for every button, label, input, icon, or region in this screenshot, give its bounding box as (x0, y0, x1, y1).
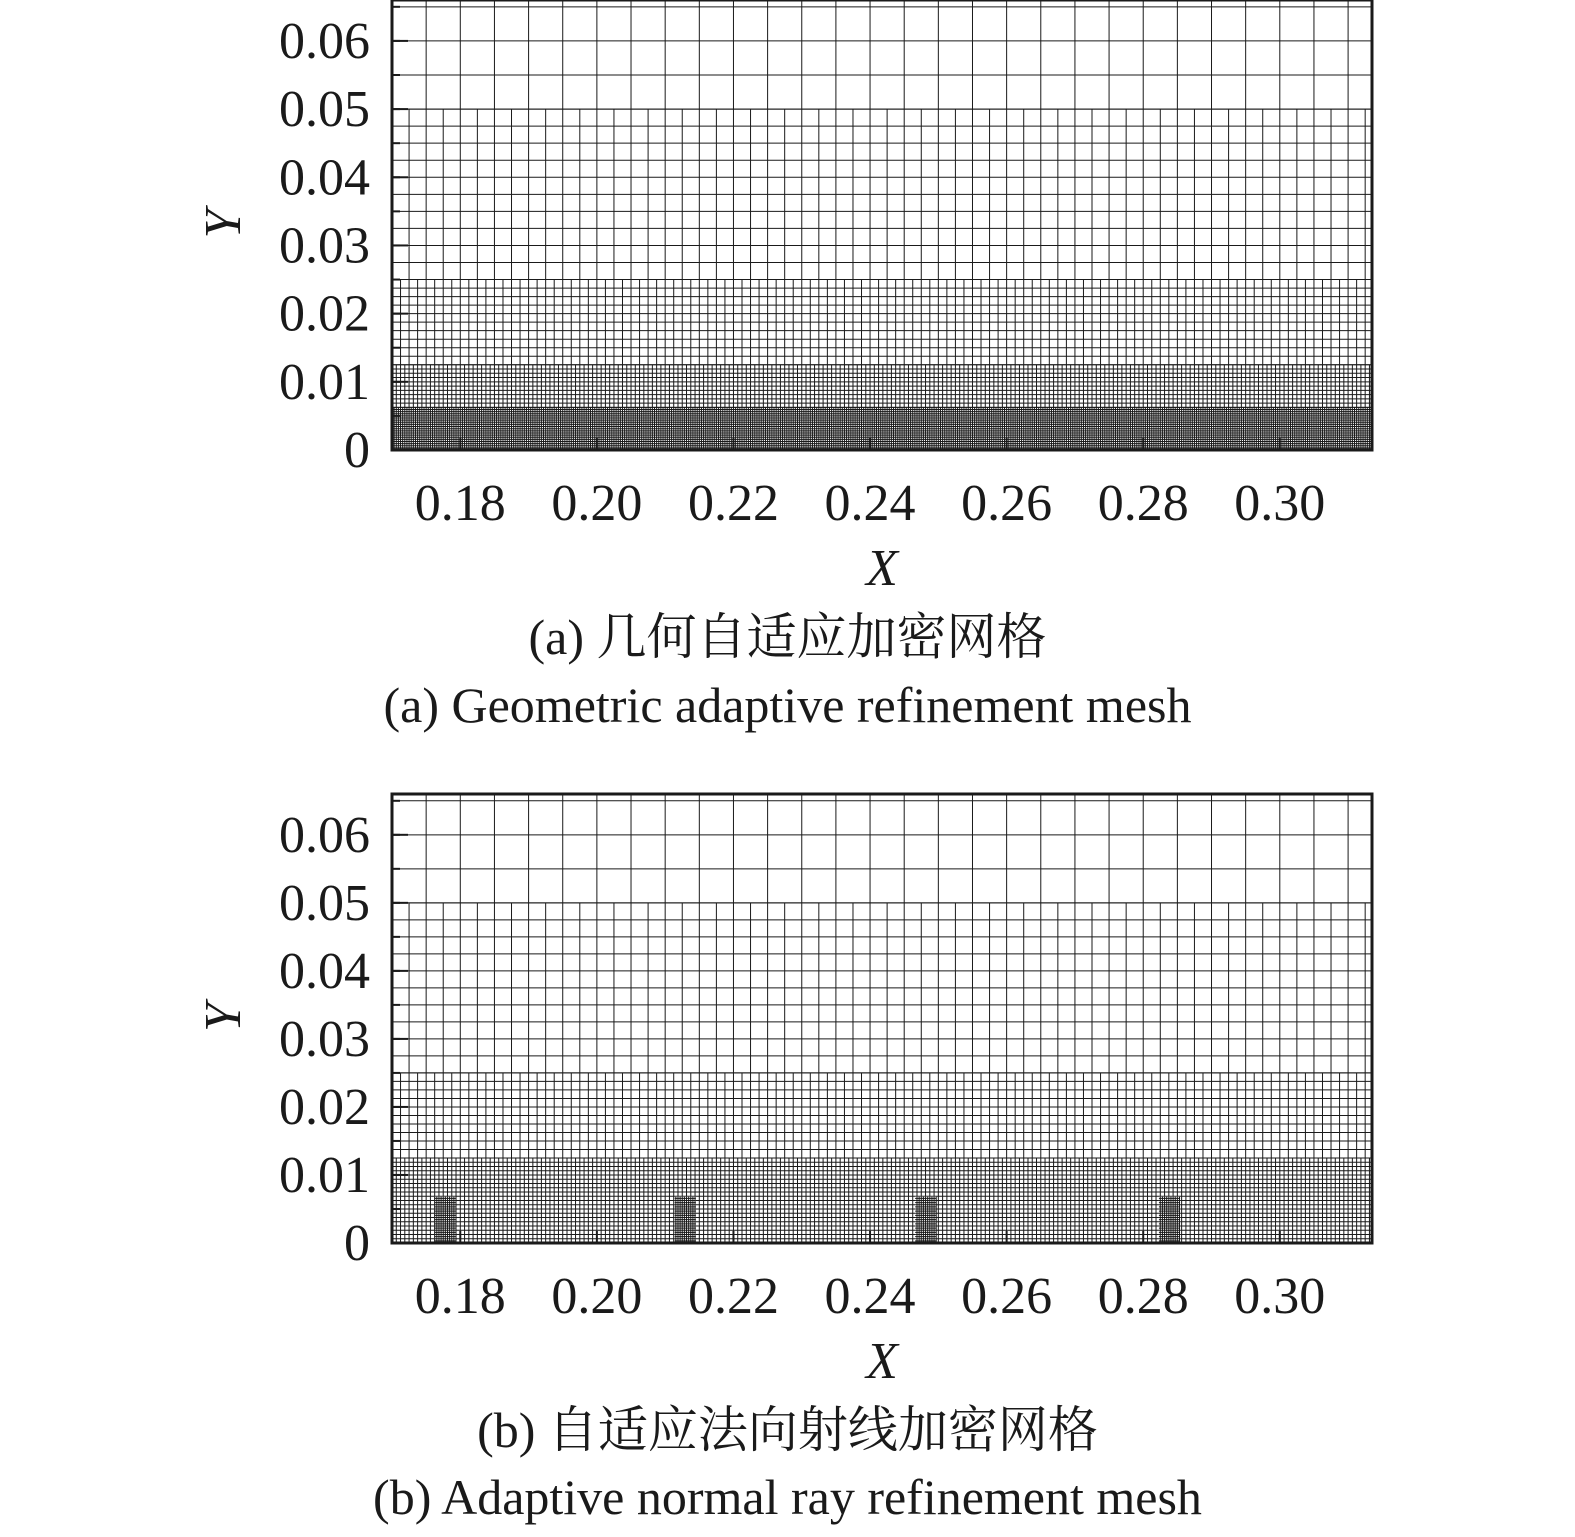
plot-frame (392, 794, 1372, 1243)
y-tick-label: 0 (344, 422, 370, 479)
mesh-level-1 (392, 903, 1372, 1073)
x-tick-label: 0.30 (1234, 475, 1326, 532)
mesh-level-1 (392, 109, 1372, 279)
x-tick-label: 0.24 (824, 1268, 916, 1325)
y-tick-label: 0.04 (279, 149, 370, 207)
y-tick-label: 0.06 (279, 806, 370, 864)
x-tick-label: 0.18 (414, 475, 506, 532)
y-tick-label: 0.03 (279, 217, 370, 275)
y-tick-label: 0 (344, 1215, 370, 1272)
y-axis-title: Y (195, 209, 252, 239)
x-tick-label: 0.26 (961, 475, 1053, 532)
x-tick-label: 0.24 (824, 475, 916, 532)
x-axis-title: X (866, 540, 898, 597)
mesh-level-2 (392, 1073, 1372, 1158)
caption-b-chinese: (b) 自适应法向射线加密网格 (477, 1402, 1098, 1458)
mesh-level-4 (392, 407, 1372, 450)
x-axis-title: X (866, 1333, 898, 1390)
x-tick-label: 0.20 (551, 1268, 643, 1325)
y-tick-label: 0.05 (279, 874, 370, 932)
y-tick-label: 0.03 (279, 1010, 370, 1068)
x-tick-label: 0.26 (961, 1268, 1053, 1325)
mesh-level-3 (392, 1158, 1372, 1243)
x-tick-label: 0.22 (687, 1268, 779, 1325)
y-axis-title: Y (195, 1003, 252, 1032)
mesh-b (392, 794, 1372, 1243)
x-tick-label: 0.20 (551, 475, 643, 532)
y-tick-label: 0.05 (279, 81, 370, 139)
mesh-level-0 (392, 794, 1372, 903)
mesh-level-0 (392, 0, 1372, 109)
y-tick-label: 0.06 (279, 12, 370, 70)
x-tick-label: 0.28 (1097, 475, 1189, 532)
x-tick-label: 0.18 (414, 1268, 506, 1325)
y-tick-label: 0.01 (279, 1146, 370, 1204)
caption-a-chinese: (a) 几何自适应加密网格 (528, 609, 1047, 665)
mesh-level-3 (392, 365, 1372, 408)
y-tick-label: 0.02 (279, 285, 370, 343)
plot-frame (392, 0, 1372, 450)
x-tick-label: 0.30 (1234, 1268, 1326, 1325)
y-tick-label: 0.01 (279, 353, 370, 411)
x-tick-label: 0.28 (1097, 1268, 1189, 1325)
y-tick-label: 0.04 (279, 942, 370, 1000)
mesh-a (392, 0, 1372, 450)
y-tick-label: 0.02 (279, 1078, 370, 1136)
caption-a-english: (a) Geometric adaptive refinement mesh (383, 677, 1192, 733)
caption-b-english: (b) Adaptive normal ray refinement mesh (373, 1469, 1202, 1525)
x-tick-label: 0.22 (687, 475, 779, 532)
mesh-level-2 (392, 280, 1372, 365)
